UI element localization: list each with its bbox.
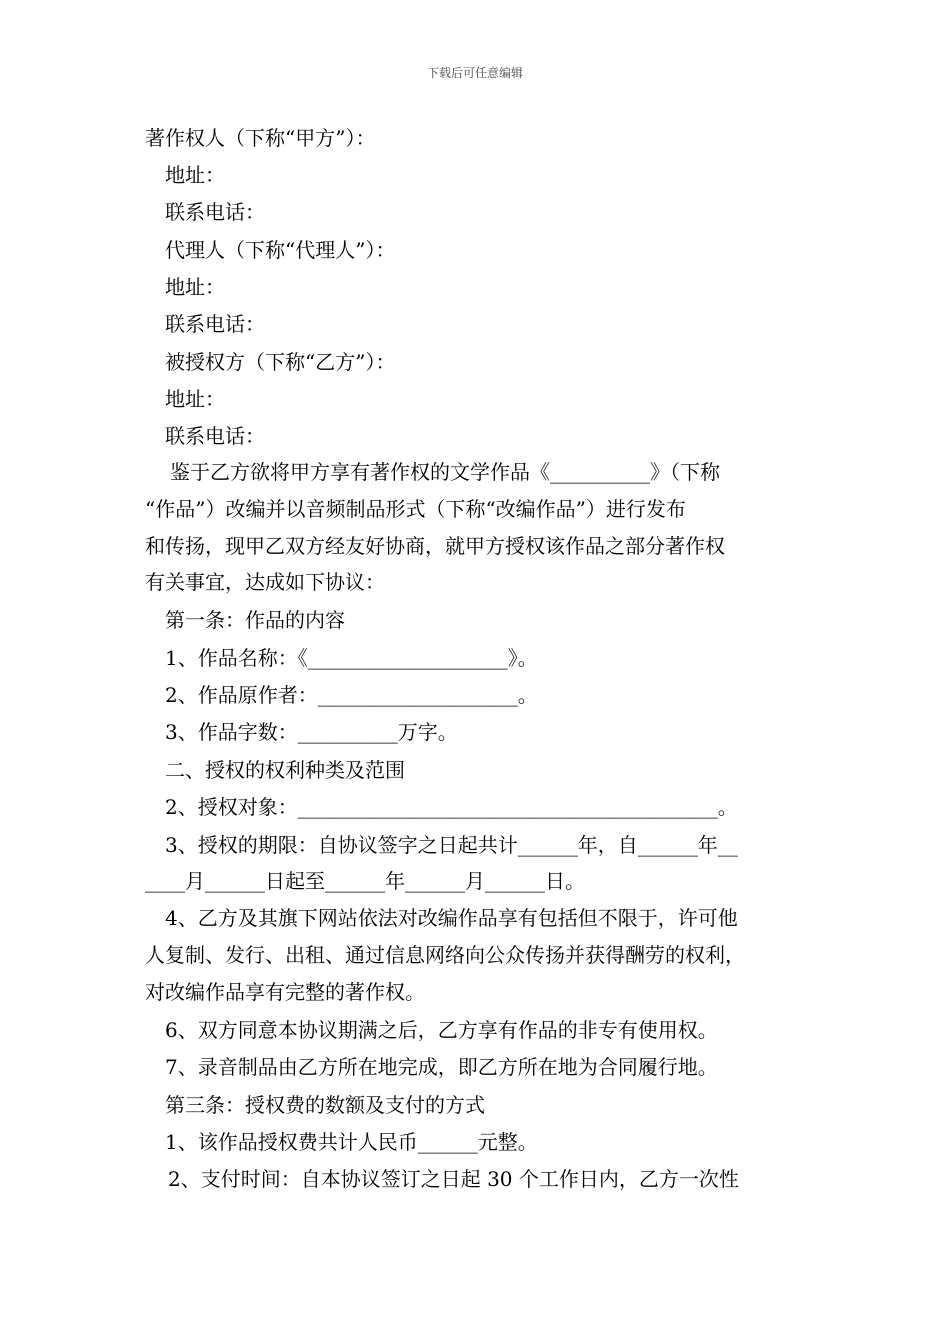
- rights-clause-line-1: 4、乙方及其旗下网站依法对改编作品享有包括但不限于，许可他: [165, 906, 738, 930]
- agent-address: 地址：: [165, 275, 225, 299]
- preamble-line-4: 有关事宜，达成如下协议：: [145, 570, 385, 594]
- payment-time-item: 2、支付时间：自本协议签订之日起 30 个工作日内，乙方一次性: [168, 1167, 739, 1191]
- recording-location-clause: 7、录音制品由乙方所在地完成，即乙方所在地为合同履行地。: [165, 1055, 718, 1079]
- rights-clause-line-2: 人复制、发行、出租、通过信息网络向公众传扬并获得酬劳的权利，: [145, 943, 745, 967]
- party-a-phone: 联系电话：: [165, 200, 265, 224]
- agent-phone: 联系电话：: [165, 312, 265, 336]
- party-b-heading: 被授权方（下称“乙方”）：: [165, 350, 396, 374]
- preamble-line-3: 和传扬，现甲乙双方经友好协商，就甲方授权该作品之部分著作权: [145, 534, 725, 558]
- article-3-heading: 第三条：授权费的数额及支付的方式: [165, 1093, 485, 1117]
- work-title-item: 1、作品名称：《____________________》。: [165, 646, 538, 670]
- non-exclusive-clause: 6、双方同意本协议期满之后，乙方享有作品的非专有使用权。: [165, 1018, 718, 1042]
- article-1-heading: 第一条：作品的内容: [165, 608, 345, 632]
- party-a-address: 地址：: [165, 163, 225, 187]
- agent-heading: 代理人（下称“代理人”）：: [165, 238, 396, 262]
- fee-amount-item: 1、该作品授权费共计人民币______元整。: [165, 1130, 538, 1154]
- work-wordcount-item: 3、作品字数：__________万字。: [165, 720, 458, 744]
- preamble-line-1: 鉴于乙方欲将甲方享有著作权的文学作品《__________》（下称: [170, 460, 720, 484]
- license-term-line-1: 3、授权的期限：自协议签字之日起共计______年，自______年__: [165, 833, 738, 857]
- party-b-address: 地址：: [165, 387, 225, 411]
- article-2-heading: 二、授权的权利种类及范围: [165, 758, 405, 782]
- party-b-phone: 联系电话：: [165, 424, 265, 448]
- page-header: 下载后可任意编辑: [426, 66, 523, 80]
- work-author-item: 2、作品原作者：____________________。: [165, 683, 538, 707]
- license-target-item: 2、授权对象：__________________________________________。: [165, 795, 738, 819]
- license-term-line-2: ____月______日起至______年______月______日。: [145, 869, 585, 893]
- preamble-line-2: “作品”）改编并以音频制品形式（下称“改编作品”）进行发布: [145, 497, 686, 521]
- rights-clause-line-3: 对改编作品享有完整的著作权。: [145, 980, 425, 1004]
- party-a-heading: 著作权人（下称“甲方”）：: [145, 126, 376, 150]
